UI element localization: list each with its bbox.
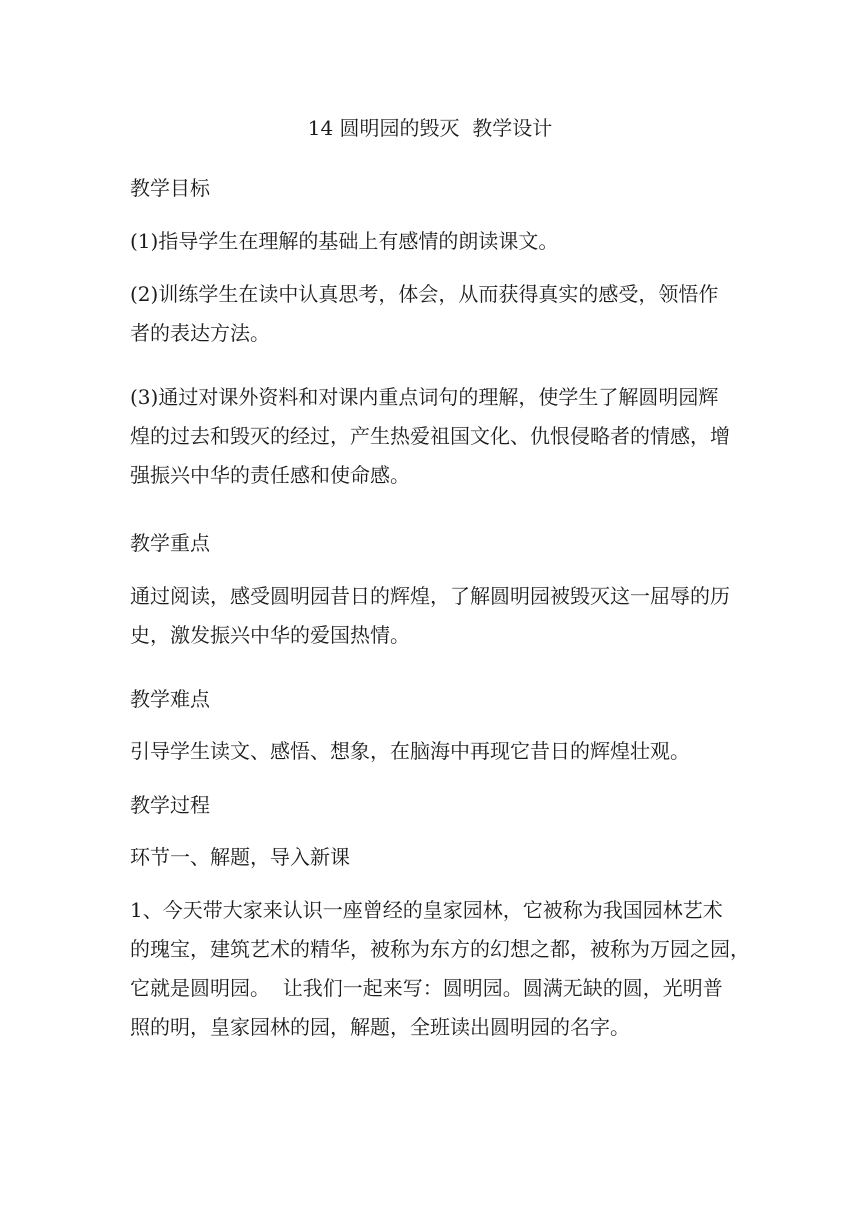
text-line: 引导学生读文、感悟、想象，在脑海中再现它昔日的辉煌壮观。 <box>130 739 690 763</box>
text-line: 煌的过去和毁灭的经过，产生热爱祖国文化、仇恨侵略者的情感，增 <box>130 424 730 448</box>
heading-teaching-process <box>130 786 734 825</box>
page-title: 14 圆明园的毁灭 教学设计 <box>307 116 553 140</box>
text-line: 强振兴中华的责任感和使命感。 <box>130 463 410 487</box>
text-line: 照的明，皇家园林的园，解题，全班读出圆明园的名字。 <box>130 1015 630 1039</box>
heading-teaching-difficulty <box>130 680 734 719</box>
text-line: 者的表达方法。 <box>130 321 270 345</box>
text-line: 教学重点 <box>130 531 210 555</box>
text-line: 通过阅读，感受圆明园昔日的辉煌，了解圆明园被毁灭这一屈辱的历 <box>130 584 730 608</box>
paragraph-step-1 <box>130 891 750 1047</box>
text-line: 史，激发振兴中华的爱国热情。 <box>130 623 410 647</box>
paragraph-goal-2 <box>130 275 734 353</box>
text-line: 教学目标 <box>130 176 210 200</box>
paragraph-goal-1 <box>130 222 734 261</box>
paragraph-difficulty <box>130 732 734 771</box>
text-line: 的瑰宝，建筑艺术的精华，被称为东方的幻想之都，被称为万园之园， <box>130 937 750 961</box>
text-line: (2)训练学生在读中认真思考，体会，从而获得真实的感受，领悟作 <box>130 282 719 306</box>
paragraph-focus <box>130 577 734 655</box>
text-line: 教学过程 <box>130 793 210 817</box>
heading-step-1 <box>130 838 734 877</box>
paragraph-goal-3 <box>130 378 734 495</box>
text-line: 1、今天带大家来认识一座曾经的皇家园林，它被称为我国园林艺术 <box>130 898 723 922</box>
text-line: 它就是圆明园。 让我们一起来写：圆明园。圆满无缺的圆，光明普 <box>130 976 723 1000</box>
text-line: (1)指导学生在理解的基础上有感情的朗读课文。 <box>130 229 559 253</box>
text-line: (3)通过对课外资料和对课内重点词句的理解，使学生了解圆明园辉 <box>130 385 719 409</box>
heading-teaching-focus <box>130 524 734 563</box>
heading-teaching-goals <box>130 169 734 208</box>
text-line: 教学难点 <box>130 687 210 711</box>
text-line: 环节一、解题，导入新课 <box>130 845 350 869</box>
